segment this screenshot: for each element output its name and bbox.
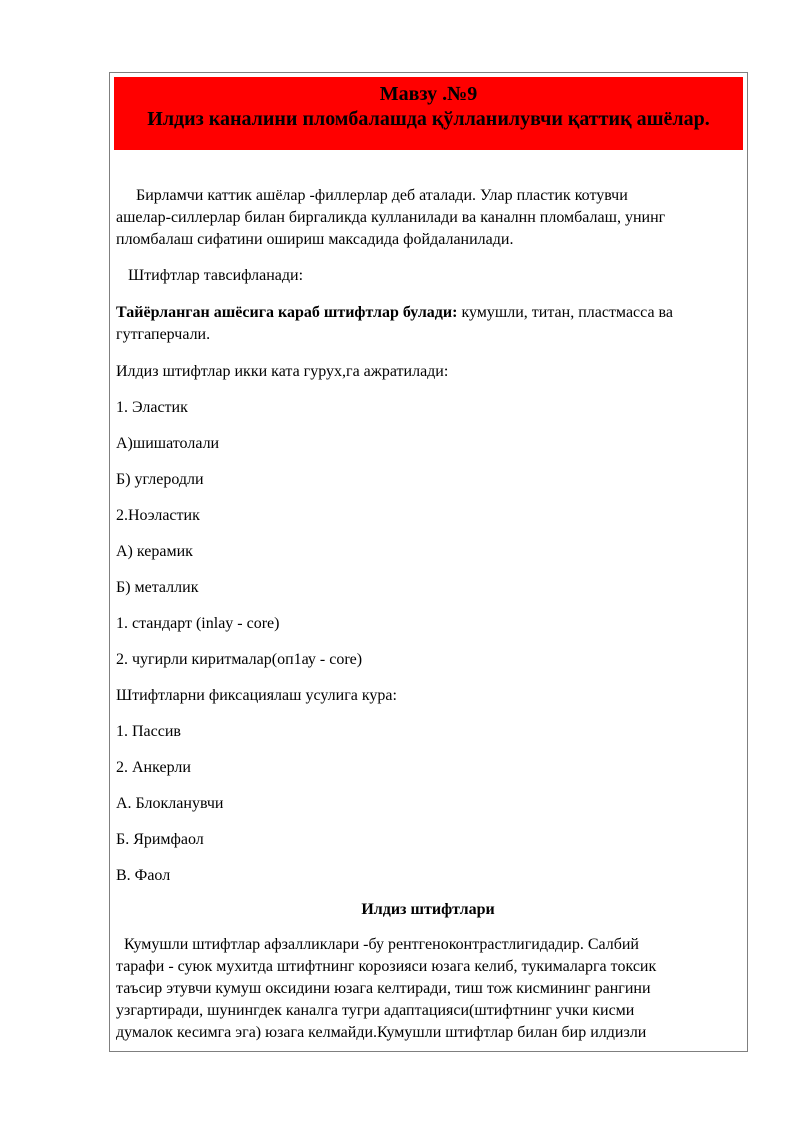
page-frame [109,72,748,1052]
title-banner [114,77,743,150]
material-text-line2: гутгаперчали. [116,326,211,343]
list-item: В. Фаол [116,867,171,884]
list-item: 1. Эластик [116,399,188,416]
list-item: Б) металлик [116,579,199,596]
material-paragraph [116,302,740,346]
list-item: 2. Анкерли [116,759,191,776]
material-text: кумушли, титан, пластмасса ва [457,304,673,321]
closing-line: думалок кесимга эга) юзага келмайди.Кумушли штифтлар билан бир илдизли [116,1024,647,1041]
list-item: 2. чугирли киритмалар(оп1ау - core) [116,651,363,668]
list-item: А. Блокланувчи [116,795,224,812]
document-body [116,185,740,1044]
list-item: 1. Пассив [116,723,181,740]
topic-number: Мавзу .№9 [379,83,478,105]
list-item: Б. Яримфаол [116,831,204,848]
intro-line: Бирламчи каттик ашёлар -филлерлар деб аталади. Улар пластик котувчи [116,187,628,204]
closing-line: Кумушли штифтлар афзалликлари -бу рентгеноконтрастлигидадир. Салбий [116,936,639,953]
list-item: 2.Ноэластик [116,507,200,524]
intro-line: ашелар-силлерлар билан биргаликда кулланилади ва каналнн пломбалаш, унинг [116,209,666,226]
classified-paragraph: Штифтлар тавсифланади: [116,267,304,284]
groups-intro: Илдиз штифтлар икки ката гурух,га ажратилади: [116,363,449,380]
list-item: Штифтларни фиксациялаш усулига кура: [116,687,397,704]
list-item: Б) углеродли [116,471,204,488]
intro-line: пломбалаш сифатини ошириш максадида фойдаланилади. [116,231,514,248]
closing-line: тарафи - суюк мухитда штифтнинг корозияси юзага келиб, тукималарга токсик [116,958,657,975]
closing-paragraph [116,934,740,1044]
material-bold-lead: Тайёрланган ашёсига караб штифтлар булади: [116,304,458,321]
intro-paragraph [116,185,740,251]
section-heading: Илдиз штифтлари [361,901,495,918]
list-item: 1. стандарт (inlay - core) [116,615,280,632]
closing-line: таъсир этувчи кумуш оксидини юзага келтиради, тиш тож кисмининг рангини [116,980,651,997]
closing-line: узгартиради, шунингдек каналга тугри адаптацияси(штифтнинг учки кисми [116,1002,635,1019]
list-item: А) керамик [116,543,193,560]
classification-list [116,397,740,887]
list-item: А)шишатолали [116,435,220,452]
page-title: Илдиз каналини пломбалашда қўлланилувчи қаттиқ ашёлар. [147,108,710,130]
